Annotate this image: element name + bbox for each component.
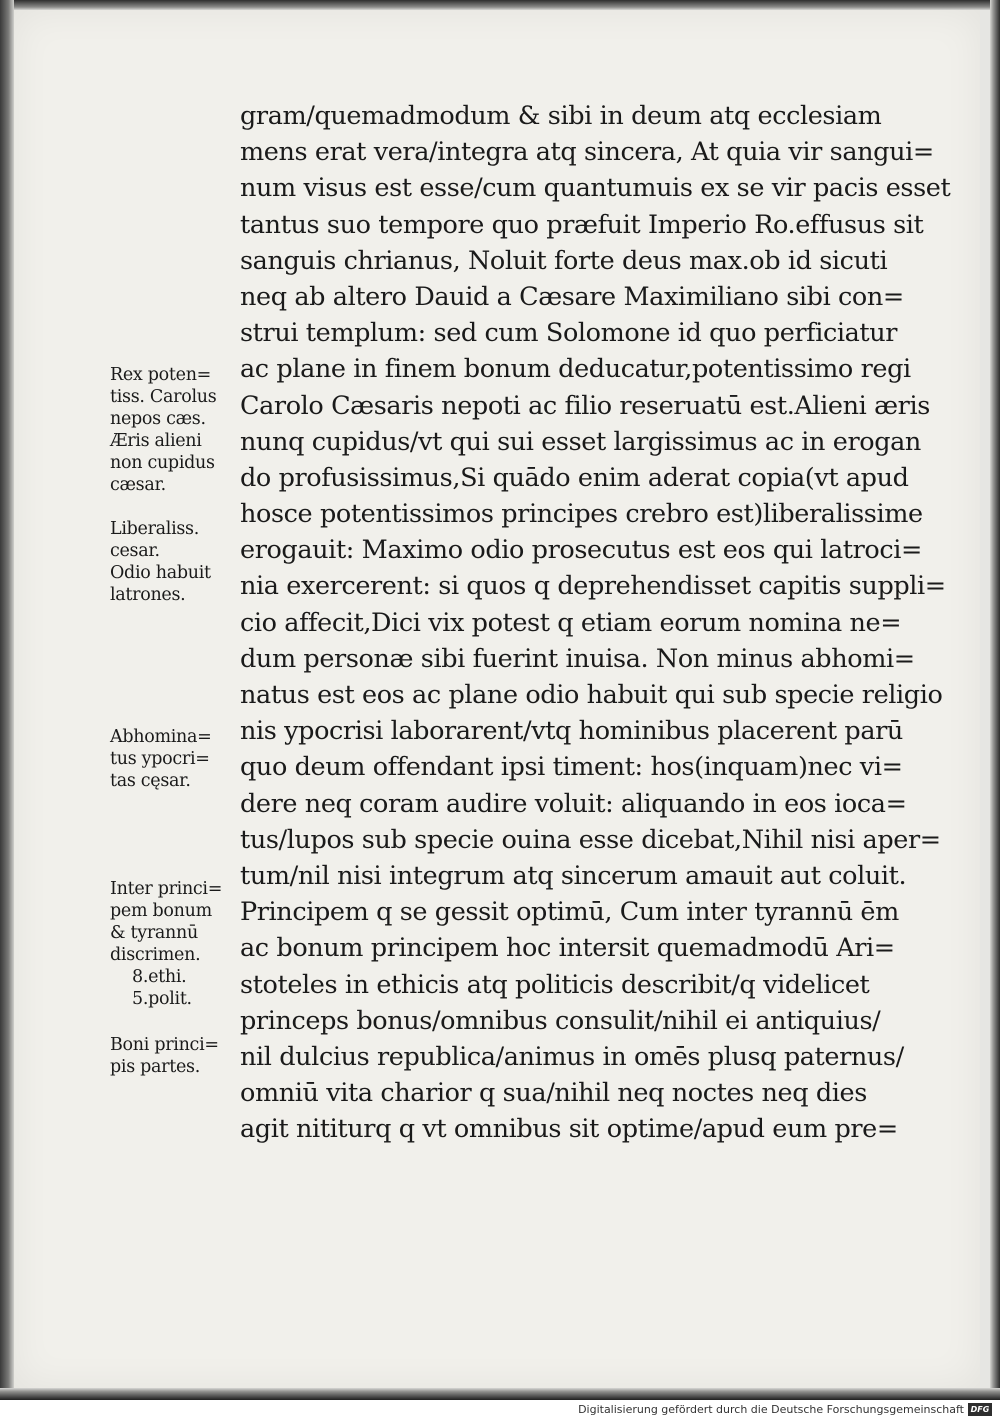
text-line: princeps bonus/omnibus consulit/nihil ei antiquius/ <box>240 1005 881 1036</box>
text-line: stoteles in ethicis atq politicis describit/q videlicet <box>240 969 870 1000</box>
margin-note-line: tiss. Carolus <box>110 387 217 407</box>
digitization-footer <box>0 1400 1000 1420</box>
margin-note-line: Odio habuit <box>110 563 211 583</box>
margin-note-line: cæsar. <box>110 475 166 495</box>
text-line: tus/lupos sub specie ouina esse dicebat,Nihil nisi aper= <box>240 824 941 855</box>
text-line: nil dulcius republica/animus in omēs plusq paternus/ <box>240 1041 904 1072</box>
margin-note-line: tas cęsar. <box>110 771 191 791</box>
margin-note-line: latrones. <box>110 585 186 605</box>
text-line: cio affecit,Dici vix potest q etiam eorum nomina ne= <box>240 607 902 638</box>
margin-note-references <box>132 966 262 1010</box>
margin-note-line: Rex poten= <box>110 365 212 385</box>
text-line: sanguis chrianus, Noluit forte deus max.ob id sicuti <box>240 245 888 276</box>
text-line: agit nititurq q vt omnibus sit optime/apud eum pre= <box>240 1114 898 1145</box>
margin-note-line: discrimen. <box>110 945 201 965</box>
footer-credit: Digitalisierung gefördert durch die Deutsche Forschungsgemeinschaft <box>578 1403 964 1416</box>
text-line: gram/quemadmodum & sibi in deum atq ecclesiam <box>240 101 882 131</box>
text-line: natus est eos ac plane odio habuit qui sub specie religio <box>240 680 943 710</box>
margin-note-odio-latrones <box>110 562 240 606</box>
margin-note-abhominatus <box>110 726 240 792</box>
margin-note-line: Abhomina= <box>110 727 212 747</box>
margin-note-aeris-alieni <box>110 430 240 496</box>
margin-note-rex-potentissimus <box>110 364 240 430</box>
text-line: nia exercerent: si quos q deprehendisset capitis suppli= <box>240 571 946 602</box>
margin-note-line: Inter princi= <box>110 879 223 899</box>
margin-note-line: pem bonum <box>110 901 212 921</box>
text-line: tum/nil nisi integrum atq sincerum amauit aut coluit. <box>240 860 907 891</box>
text-line: dum personæ sibi fuerint inuisa. Non minus abhomi= <box>240 643 915 674</box>
text-line: dere neq coram audire voluit: aliquando in eos ioca= <box>240 788 907 819</box>
margin-note-line: & tyrannū <box>110 923 198 943</box>
margin-note-line: Æris alieni <box>110 431 202 451</box>
text-line: strui templum: sed cum Solomone id quo perficiatur <box>240 318 898 349</box>
margin-note-boni-principis <box>110 1034 240 1078</box>
text-line: do profusissimus,Si quādo enim aderat copia(vt apud <box>240 462 909 493</box>
text-line: nis ypocrisi laborarent/vtq hominibus placerent parū <box>240 716 903 747</box>
margin-note-line: pis partes. <box>110 1057 200 1077</box>
margin-note-inter-principem <box>110 878 240 966</box>
text-line: ac bonum principem hoc intersit quemadmodū Ari= <box>240 933 895 964</box>
text-line: nunq cupidus/vt qui sui esset largissimus ac in erogan <box>240 426 921 457</box>
margin-note-line: 5.polit. <box>132 989 192 1009</box>
text-line: omniū vita charior q sua/nihil neq noctes neq dies <box>240 1078 867 1109</box>
margin-note-line: cesar. <box>110 541 160 561</box>
text-line: neq ab altero Dauid a Cæsare Maximiliano sibi con= <box>240 281 904 312</box>
scan-edge-right <box>990 0 1000 1400</box>
margin-note-line: tus ypocri= <box>110 749 210 769</box>
margin-note-line: non cupidus <box>110 453 215 473</box>
text-line: Carolo Cæsaris nepoti ac filio reseruatū est.Alieni æris <box>240 390 930 421</box>
text-line: mens erat vera/integra atq sincera, At quia vir sangui= <box>240 137 934 168</box>
marginalia <box>0 0 240 1400</box>
margin-note-line: Boni princi= <box>110 1035 219 1055</box>
dfg-logo: DFG <box>968 1403 992 1416</box>
text-line: Principem q se gessit optimū, Cum inter tyrannū ēm <box>240 897 899 928</box>
text-line: tantus suo tempore quo præfuit Imperio Ro.effusus sit <box>240 209 924 240</box>
margin-note-line: nepos cæs. <box>110 409 206 429</box>
main-text-block <box>240 98 951 1147</box>
text-line: hosce potentissimos principes crebro est)liberalissime <box>240 499 923 530</box>
margin-note-line: 8.ethi. <box>132 967 187 987</box>
margin-note-liberalissimus <box>110 518 240 562</box>
text-line: ac plane in finem bonum deducatur,potentissimo regi <box>240 354 911 385</box>
text-line: quo deum offendant ipsi timent: hos(inquam)nec vi= <box>240 752 903 783</box>
text-line: erogauit: Maximo odio prosecutus est eos qui latroci= <box>240 535 922 566</box>
margin-note-line: Liberaliss. <box>110 519 199 539</box>
text-line: num visus est esse/cum quantumuis ex se vir pacis esset <box>240 173 951 204</box>
